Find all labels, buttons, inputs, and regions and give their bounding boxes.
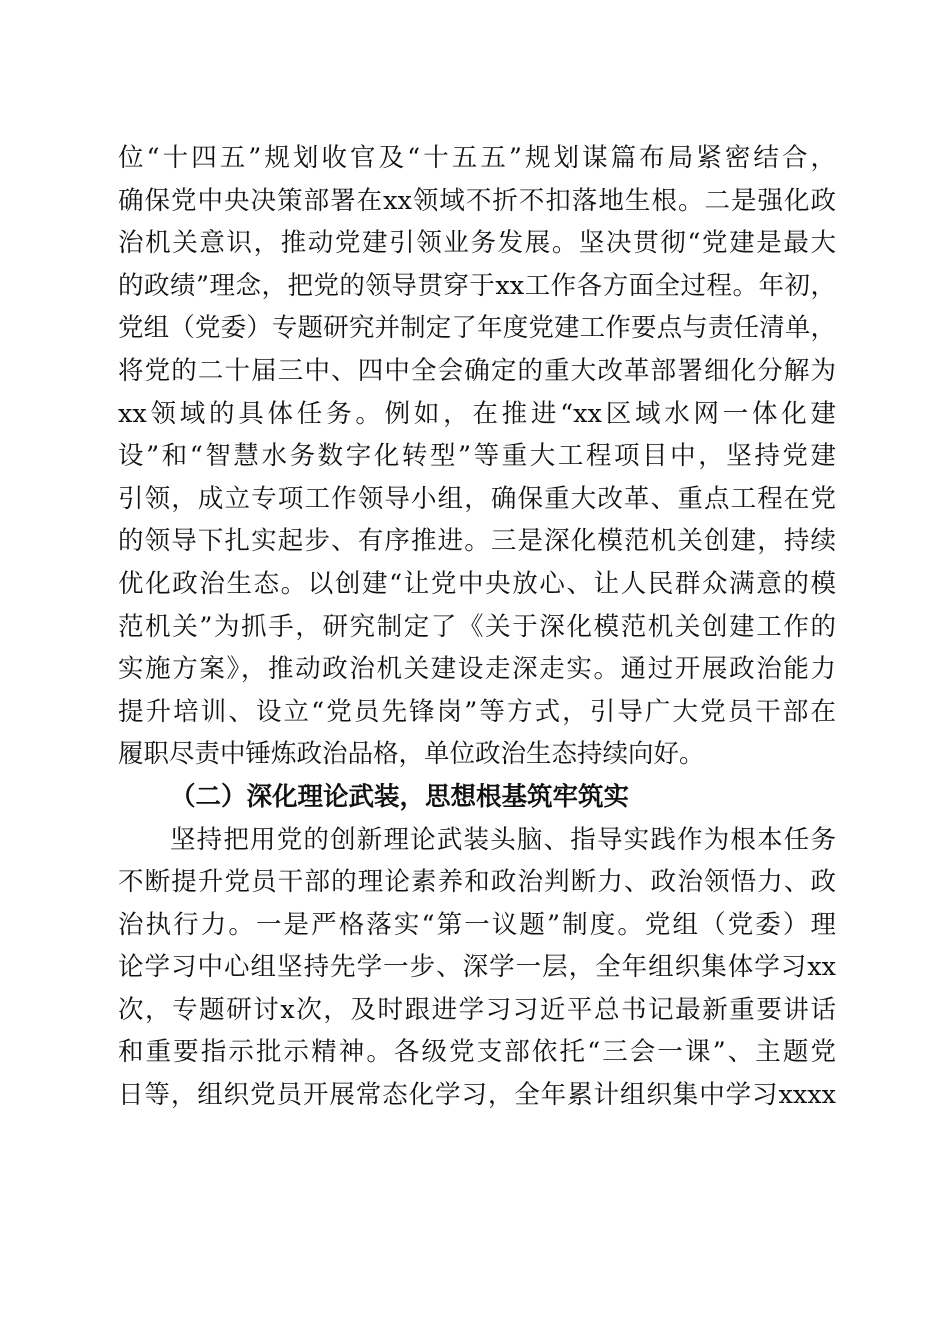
text-line: 次，专题研讨x次，及时跟进学习习近平总书记最新重要讲话 (118, 994, 836, 1025)
text-line: 不断提升党员干部的理论素养和政治判断力、政治领悟力、政 (118, 867, 836, 898)
body-paragraph (118, 819, 836, 1117)
section-heading: （二）深化理论武装，思想根基筑牢筑实 (170, 781, 630, 812)
text-line: 引领，成立专项工作领导小组，确保重大改革、重点工程在党 (118, 483, 836, 514)
text-line: 治执行力。一是严格落实“第一议题”制度。党组（党委）理 (118, 909, 836, 940)
text-line: 优化政治生态。以创建“让党中央放心、让人民群众满意的模 (118, 568, 836, 599)
text-line: 范机关”为抓手，研究制定了《关于深化模范机关创建工作的 (118, 611, 836, 642)
text-line: 和重要指示批示精神。各级党支部依托“三会一课”、主题党 (118, 1037, 836, 1068)
text-line: 党组（党委）专题研究并制定了年度党建工作要点与责任清单， (118, 313, 836, 344)
text-line: 位“十四五”规划收官及“十五五”规划谋篇布局紧密结合， (118, 143, 836, 173)
text-line: 坚持把用党的创新理论武装头脑、指导实践作为根本任务 (170, 824, 836, 855)
document-page (118, 137, 836, 1117)
text-line: 实施方案》，推动政治机关建设走深走实。通过开展政治能力 (118, 654, 836, 685)
body-paragraph (118, 137, 836, 776)
text-line: 将党的二十届三中、四中全会确定的重大改革部署细化分解为 (118, 355, 836, 386)
text-line: 论学习中心组坚持先学一步、深学一层，全年组织集体学习xx (118, 952, 836, 983)
text-line: xx领域的具体任务。例如，在推进“xx区域水网一体化建 (118, 398, 836, 429)
text-line: 履职尽责中锤炼政治品格，单位政治生态持续向好。 (118, 739, 705, 770)
text-line: 提升培训、设立“党员先锋岗”等方式，引导广大党员干部在 (118, 696, 836, 727)
text-line: 治机关意识，推动党建引领业务发展。坚决贯彻“党建是最大 (118, 228, 836, 259)
text-line: 的政绩”理念，把党的领导贯穿于xx工作各方面全过程。年初， (118, 270, 836, 301)
text-line: 确保党中央决策部署在xx领域不折不扣落地生根。二是强化政 (118, 185, 836, 216)
text-line: 的领导下扎实起步、有序推进。三是深化模范机关创建，持续 (118, 526, 836, 557)
text-line: 设”和“智慧水务数字化转型”等重大工程项目中，坚持党建 (118, 441, 836, 472)
text-line: 日等，组织党员开展常态化学习，全年累计组织集中学习xxxx (118, 1080, 836, 1111)
